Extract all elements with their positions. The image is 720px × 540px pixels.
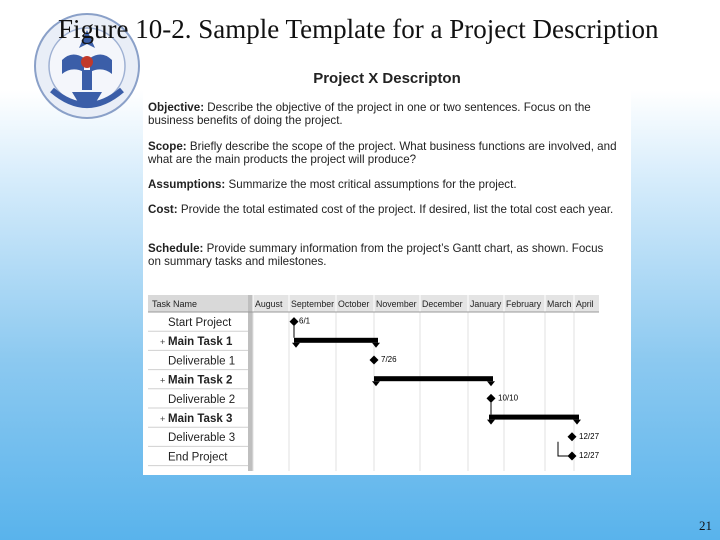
slide-number: 21 bbox=[699, 518, 712, 533]
objective-section bbox=[148, 101, 618, 127]
milestone-date-label: 12/27 bbox=[579, 451, 600, 460]
month-header: February bbox=[506, 299, 542, 309]
expand-symbol: + bbox=[160, 337, 166, 348]
month-header: April bbox=[576, 299, 594, 309]
task-name: Main Task 1 bbox=[168, 336, 233, 349]
task-name: Deliverable 3 bbox=[168, 432, 236, 445]
main-task-2-bar bbox=[374, 376, 493, 381]
scope-label: Scope: bbox=[148, 140, 187, 153]
start-project-milestone bbox=[290, 317, 299, 326]
main-task-2-bar-start-cap bbox=[372, 381, 380, 386]
deliverable-2-milestone bbox=[487, 394, 496, 403]
document-title: Project X Descripton bbox=[313, 70, 461, 87]
task-name: End Project bbox=[168, 451, 228, 464]
end-project-milestone bbox=[568, 452, 577, 461]
scope-section bbox=[148, 140, 618, 166]
gantt-chart bbox=[148, 295, 603, 471]
milestone-date-label: 12/27 bbox=[579, 431, 600, 441]
schedule-label: Schedule: bbox=[148, 242, 204, 255]
month-header: December bbox=[422, 299, 463, 309]
main-task-3-bar bbox=[489, 415, 579, 420]
dependency-arrow bbox=[558, 442, 568, 456]
assumptions-text: Summarize the most critical assumptions for the project. bbox=[228, 178, 517, 191]
expand-symbol: + bbox=[160, 375, 166, 386]
cost-text: Provide the total estimated cost of the project. If desired, list the total cost each year. bbox=[180, 203, 614, 216]
schedule-section bbox=[148, 242, 618, 268]
task-name: Main Task 3 bbox=[168, 413, 233, 425]
milestone-date-label: 10/10 bbox=[498, 393, 519, 403]
main-task-2-bar-end-cap bbox=[487, 381, 495, 386]
cost-section bbox=[148, 203, 618, 216]
task-name: Main Task 2 bbox=[168, 374, 233, 387]
month-header: September bbox=[291, 299, 335, 309]
task-name: Deliverable 1 bbox=[168, 355, 236, 368]
task-column-splitter bbox=[248, 295, 253, 471]
main-task-1-bar bbox=[294, 338, 378, 343]
slide-title: Figure 10-2. Sample Template for a Project Description bbox=[58, 14, 659, 44]
scope-text: Briefly describe the scope of the project. What business functions are involved, and what are the main products the project will produce? bbox=[148, 140, 617, 166]
task-name: Deliverable 2 bbox=[168, 393, 236, 406]
main-task-1-bar-end-cap bbox=[372, 343, 380, 348]
cost-label: Cost: bbox=[148, 203, 178, 216]
assumptions-label: Assumptions: bbox=[148, 178, 226, 191]
schedule-text: Provide summary information from the project’s Gantt chart, as shown. Focus on summary tasks and milestones. bbox=[148, 242, 604, 268]
month-header: November bbox=[376, 299, 417, 309]
expand-symbol: + bbox=[160, 414, 166, 424]
deliverable-1-milestone bbox=[370, 356, 379, 365]
assumptions-section bbox=[148, 178, 618, 191]
main-task-3-bar-start-cap bbox=[487, 420, 495, 425]
month-header: August bbox=[255, 299, 283, 309]
milestone-date-label: 7/26 bbox=[381, 355, 397, 364]
task-name-header: Task Name bbox=[152, 299, 198, 309]
deliverable-3-milestone bbox=[568, 432, 577, 441]
milestone-date-label: 6/1 bbox=[299, 316, 311, 326]
main-task-1-bar-start-cap bbox=[292, 343, 300, 348]
objective-label: Objective: bbox=[148, 101, 205, 114]
month-header: January bbox=[470, 299, 502, 309]
figure-project-description-template bbox=[143, 65, 631, 475]
month-header: October bbox=[338, 299, 370, 309]
task-name: Start Project bbox=[168, 317, 232, 329]
objective-text: Describe the objective of the project in one or two sentences. Focus on the business benefits of doing the project. bbox=[148, 101, 591, 127]
month-header: March bbox=[547, 299, 572, 309]
